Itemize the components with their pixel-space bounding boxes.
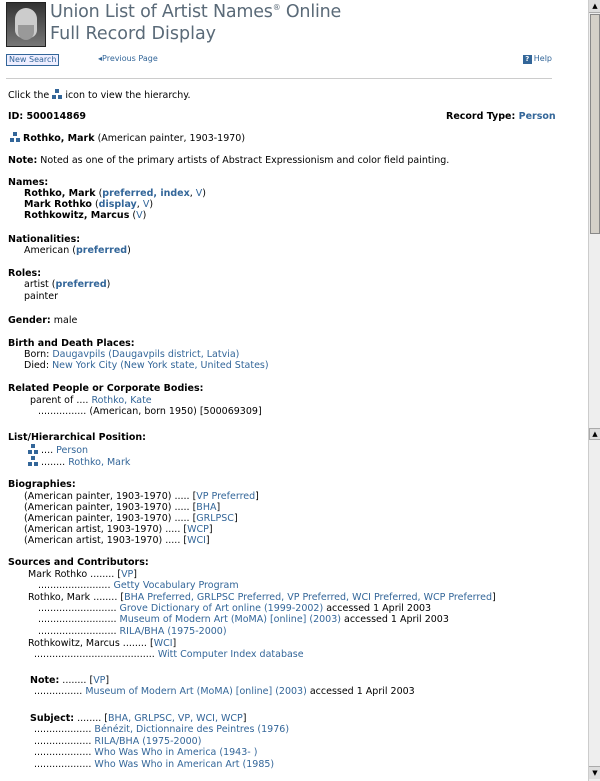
related-row: parent of .... Rothko, Kate — [30, 395, 152, 406]
header — [6, 2, 576, 48]
hierarchy-icon[interactable] — [10, 132, 20, 142]
note2-row: Note: ........ [VP] — [30, 675, 110, 686]
record-heading: Rothko, Mark (American painter, 1903-1970) — [10, 132, 245, 144]
died-row: Died: New York City (New York state, United States) — [24, 360, 269, 371]
intro-text: Click the icon to view the hierarchy. — [8, 90, 191, 101]
hierarchy-icon — [52, 89, 62, 99]
scroll-up-icon[interactable]: ▲ — [589, 0, 600, 13]
scroll-marker-icon[interactable]: ▲ — [589, 428, 600, 440]
role-row: painter — [24, 291, 58, 302]
role-row: artist (preferred) — [24, 279, 111, 290]
born-row: Born: Daugavpils (Daugavpils district, Latvia) — [24, 349, 240, 360]
record-type: Record Type: Person — [446, 111, 556, 122]
page-title: Full Record Display — [50, 24, 217, 44]
source-row: Rothkowitz, Marcus ........ [WCI] — [28, 638, 177, 649]
name-row: Rothkowitz, Marcus (V) — [24, 210, 147, 221]
subject-sub: ................... RILA/BHA (1975-2000) — [34, 736, 202, 747]
hierarchy-icon[interactable] — [28, 444, 38, 454]
bio-row: (American painter, 1903-1970) ..... [BHA] — [24, 502, 221, 513]
source-sub: ........................................ Witt Computer Index database — [34, 649, 304, 660]
scrollbar-thumb[interactable] — [590, 14, 600, 234]
gender: Gender: male — [8, 315, 78, 326]
note2-sub: ................ Museum of Modern Art (MoMA) [online] (2003) accessed 1 April 2003 — [34, 686, 415, 697]
nationality-row: American (preferred) — [24, 245, 131, 256]
note: Note: Noted as one of the primary artists of Abstract Expressionism and color field painting. — [8, 155, 450, 166]
help-icon: ? — [523, 55, 532, 64]
new-search-button[interactable]: New Search — [6, 54, 59, 66]
previous-page-link[interactable]: ◂Previous Page — [98, 54, 158, 63]
arrow-left-icon: ◂ — [98, 54, 103, 63]
subject-sub: ................... Who Was Who in American Art (1985) — [34, 759, 275, 770]
subject-sub: ................... Bénézit, Dictionnaire des Peintres (1976) — [34, 724, 290, 735]
source-row: Mark Rothko ........ [VP] — [28, 569, 138, 580]
divider — [6, 78, 552, 79]
help-link[interactable]: ? Help — [523, 54, 552, 64]
source-sub: .......................... Grove Dictionary of Art online (1999-2002) accessed 1 April 2003 — [38, 603, 432, 614]
source-row: Rothko, Mark ........ [BHA Preferred, GRLPSC Preferred, VP Preferred, WCI Preferred, WCP Preferred] — [28, 592, 496, 603]
source-sub: .......................... RILA/BHA (1975-2000) — [38, 626, 227, 637]
bio-row: (American painter, 1903-1970) ..... [VP Preferred] — [24, 491, 259, 502]
vertical-scrollbar[interactable] — [588, 0, 600, 781]
roles-heading: Roles: — [8, 268, 41, 279]
scroll-down-icon[interactable]: ▼ — [589, 766, 600, 779]
name-row: Rothko, Mark (preferred, index, V) — [24, 188, 206, 199]
hierarchy-row: .... Person — [28, 444, 88, 456]
places-heading: Birth and Death Places: — [8, 338, 135, 349]
nationalities-heading: Nationalities: — [8, 234, 81, 245]
biographies-heading: Biographies: — [8, 479, 76, 490]
subject-sub: ................... Who Was Who in America (1943- ) — [34, 747, 258, 758]
app-title: Union List of Artist Names® Online — [50, 2, 342, 22]
subject-row: Subject: ........ [BHA, GRLPSC, VP, WCI, WCP] — [30, 713, 247, 724]
getty-logo — [6, 2, 46, 47]
record-id: ID: 500014869 — [8, 111, 87, 122]
source-sub: ........................ Getty Vocabulary Program — [38, 580, 239, 591]
related-heading: Related People or Corporate Bodies: — [8, 383, 204, 394]
sources-heading: Sources and Contributors: — [8, 557, 149, 568]
related-detail: ................ (American, born 1950) [500069309] — [38, 406, 262, 417]
hierarchy-row: ........ Rothko, Mark — [28, 456, 130, 468]
name-row: Mark Rothko (display, V) — [24, 199, 154, 210]
hierarchy-icon[interactable] — [28, 456, 38, 466]
source-sub: .......................... Museum of Modern Art (MoMA) [online] (2003) accessed 1 April 2003 — [38, 614, 449, 625]
bio-row: (American painter, 1903-1970) ..... [GRLPSC] — [24, 513, 238, 524]
hierarchy-heading: List/Hierarchical Position: — [8, 432, 146, 443]
bio-row: (American artist, 1903-1970) ..... [WCP] — [24, 524, 213, 535]
names-heading: Names: — [8, 177, 49, 188]
bio-row: (American artist, 1903-1970) ..... [WCI] — [24, 535, 210, 546]
record-type-link[interactable]: Person — [518, 111, 556, 122]
nav-row — [6, 54, 552, 68]
